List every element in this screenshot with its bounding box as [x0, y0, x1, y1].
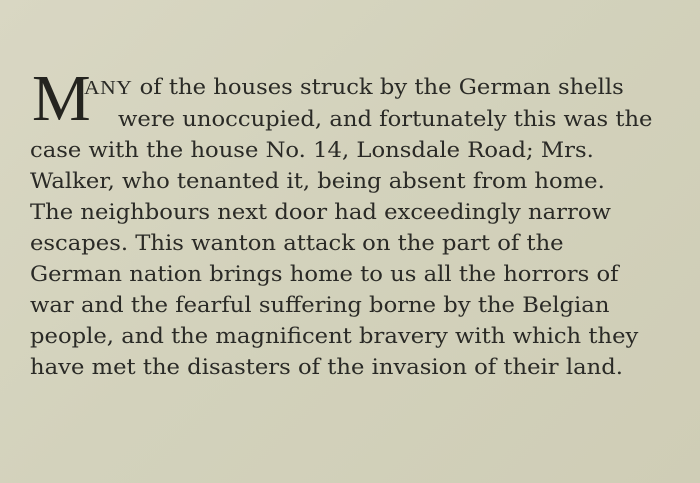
text-line-9: people, and the magnificent bravery with which they: [30, 324, 639, 348]
text-line-5: The neighbours next door had exceedingly narrow: [30, 200, 611, 224]
first-word-small-caps: ANY: [84, 77, 133, 99]
text-line-8: war and the fearful suffering borne by the Belgian: [30, 293, 610, 317]
text-line-10: have met the disasters of the invasion of their land.: [30, 355, 623, 379]
text-line-1: [84, 72, 624, 102]
text-line-4: Walker, who tenanted it, being absent from home.: [30, 169, 605, 193]
text-line-7: German nation brings home to us all the horrors of: [30, 262, 619, 286]
first-line-rest: of the houses struck by the German shells: [132, 75, 624, 99]
text-line-3: case with the house No. 14, Lonsdale Road; Mrs.: [30, 138, 594, 162]
text-line-6: escapes. This wanton attack on the part of the: [30, 231, 564, 255]
drop-cap: M: [32, 62, 91, 135]
text-line-2: were unoccupied, and fortunately this was the: [118, 107, 653, 131]
